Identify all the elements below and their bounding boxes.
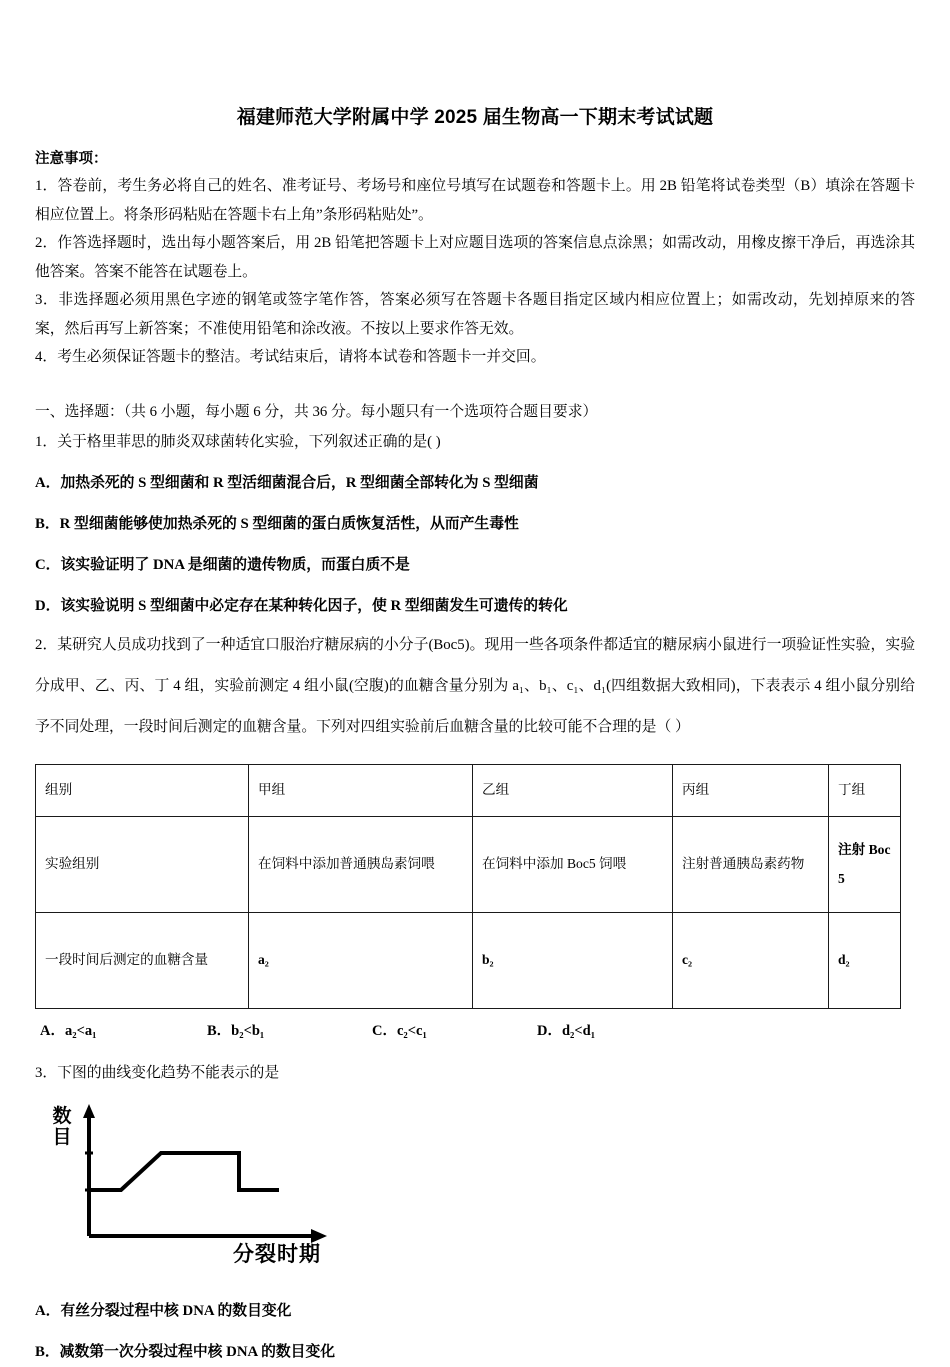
notice-block xyxy=(35,147,915,372)
table-header-cell: 丙组 xyxy=(673,764,829,816)
question-3-figure xyxy=(43,1102,443,1287)
question-1-option-c: C．该实验证明了 DNA 是细菌的遗传物质，而蛋白质不是 xyxy=(35,556,410,573)
figure-y-axis-label: 数目 xyxy=(52,1105,72,1148)
table-cell: 在饲料中添加普通胰岛素饲喂 xyxy=(249,816,473,912)
table-row-label: 实验组别 xyxy=(36,816,249,912)
figure-x-axis-label: 分裂时期 xyxy=(233,1242,321,1266)
page-title: 福建师范大学附属中学 2025 届生物高一下期末考试试题 xyxy=(236,107,714,128)
question-2-stem: 2．某研究人员成功找到了一种适宜口服治疗糖尿病的小分子(Boc5)。现用一些各项条件都适宜的糖尿病小鼠进行一项验证性实验，实验分成甲、乙、丙、丁 4 组，实验前测定 4 组小鼠(空腹)的血糖含量分别为 a₁、b₁、c₁、d₁(四组数据大致相同)，下表表示 4 组小鼠分别给予不同处理，一段时间后测定的血糖含量。下列对四组实验前后血糖含量的比较可能不合理的是（ ） xyxy=(35,636,915,735)
y-axis-arrow xyxy=(83,1104,95,1118)
table-row-label: 一段时间后测定的血糖含量 xyxy=(36,912,249,1008)
question-2-option-c: C．c₂<c₁ xyxy=(372,1022,427,1039)
notice-item-1: 1．答卷前，考生务必将自己的姓名、准考证号、考场号和座位号填写在试题卷和答题卡上。用 2B 铅笔将试卷类型（B）填涂在答题卡相应位置上。将条形码粘贴在答题卡右上角”条形码粘贴处”。 xyxy=(35,178,915,223)
notice-item-2: 2．作答选择题时，选出每小题答案后，用 2B 铅笔把答题卡上对应题目选项的答案信息点涂黑；如需改动，用橡皮擦干净后，再选涂其他答案。答案不能答在试题卷上。 xyxy=(35,235,915,280)
table-cell: 在饲料中添加 Boc5 饲喂 xyxy=(473,816,673,912)
curve-path xyxy=(89,1153,279,1190)
table-row xyxy=(36,764,901,816)
question-3-option-a: A．有丝分裂过程中核 DNA 的数目变化 xyxy=(35,1302,292,1319)
table-cell: a₂ xyxy=(249,912,473,1008)
section-one-heading: 一、选择题：（共 6 小题，每小题 6 分，共 36 分。每小题只有一个选项符合题目要求） xyxy=(35,403,598,420)
notice-item-4: 4．考生必须保证答题卡的整洁。考试结束后，请将本试卷和答题卡一并交回。 xyxy=(35,349,546,365)
question-1-option-b: B．R 型细菌能够使加热杀死的 S 型细菌的蛋白质恢复活性，从而产生毒性 xyxy=(35,515,519,532)
question-2-option-d: D．d₂<d₁ xyxy=(537,1022,596,1039)
notice-item-3: 3．非选择题必须用黑色字迹的钢笔或签字笔作答，答案必须写在答题卡各题目指定区域内相应位置上；如需改动，先划掉原来的答案，然后再写上新答案；不准使用铅笔和涂改液。不按以上要求作答无效。 xyxy=(35,292,915,337)
table-cell: c₂ xyxy=(673,912,829,1008)
question-1-stem: 1．关于格里菲思的肺炎双球菌转化实验，下列叙述正确的是( ) xyxy=(35,433,441,450)
table-row xyxy=(36,912,901,1008)
table-header-cell: 丁组 xyxy=(829,764,901,816)
question-3-option-b: B．减数第一次分裂过程中核 DNA 的数目变化 xyxy=(35,1343,336,1360)
table-cell: d₂ xyxy=(829,912,901,1008)
table-header-cell: 组别 xyxy=(36,764,249,816)
question-2-option-b: B．b₂<b₁ xyxy=(207,1022,265,1039)
question-1-option-d: D．该实验说明 S 型细菌中必定存在某种转化因子，使 R 型细菌发生可遗传的转化 xyxy=(35,597,568,614)
question-2-options xyxy=(35,1019,915,1045)
table-header-cell: 乙组 xyxy=(473,764,673,816)
table-cell: 注射 Boc5 xyxy=(829,816,901,912)
notice-heading: 注意事项： xyxy=(35,151,108,167)
question-2-option-a: A．a₂<a₁ xyxy=(40,1022,97,1039)
table-header-cell: 甲组 xyxy=(249,764,473,816)
table-cell: b₂ xyxy=(473,912,673,1008)
table-row xyxy=(36,816,901,912)
question-2-table xyxy=(35,764,901,1009)
question-1-option-a: A．加热杀死的 S 型细菌和 R 型活细菌混合后，R 型细菌全部转化为 S 型细菌 xyxy=(35,474,539,491)
question-3-stem: 3．下图的曲线变化趋势不能表示的是 xyxy=(35,1064,280,1081)
table-cell: 注射普通胰岛素药物 xyxy=(673,816,829,912)
